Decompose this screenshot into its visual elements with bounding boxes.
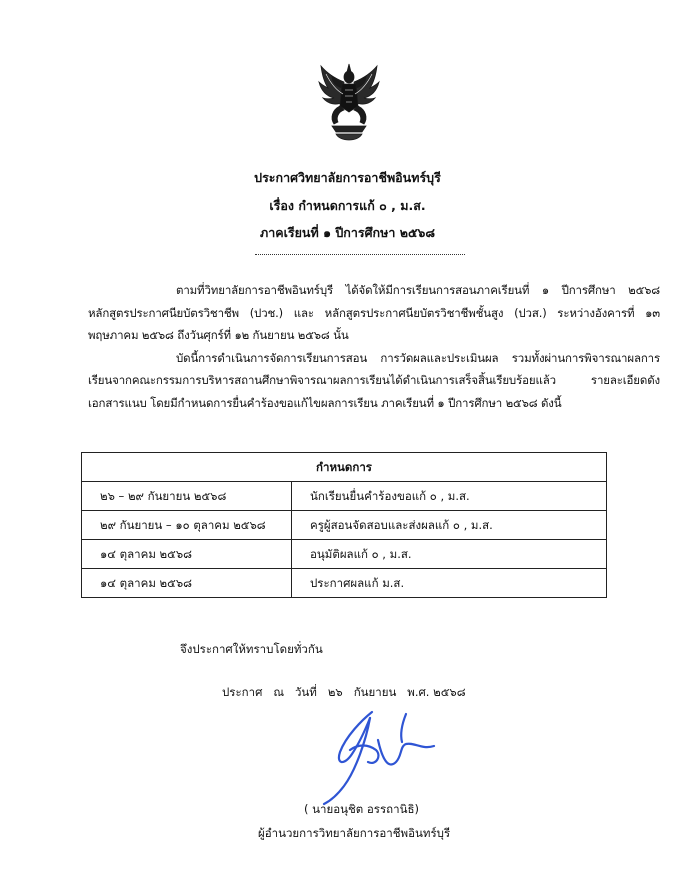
table-row [82, 511, 607, 540]
title-divider [255, 254, 465, 255]
announcement-term: ภาคเรียนที่ ๑ ปีการศึกษา ๒๕๖๘ [260, 225, 435, 240]
table-row [82, 482, 607, 511]
signature-icon [310, 700, 440, 810]
schedule-activity: นักเรียนยื่นคำร้องขอแก้ ๐ , ม.ส. [292, 482, 607, 511]
announcement-subject: เรื่อง กำหนดการแก้ ๐ , ม.ส. [269, 198, 426, 213]
schedule-date: ๒๙ กันยายน – ๑๐ ตุลาคม ๒๕๖๘ [82, 511, 292, 540]
garuda-emblem-icon [318, 62, 380, 146]
table-row [82, 540, 607, 569]
closing-statement: จึงประกาศให้ทราบโดยทั่วกัน [180, 642, 323, 656]
issue-date-line: ประกาศ ณ วันที่ ๒๖ กันยายน พ.ศ. ๒๕๖๘ [222, 685, 466, 699]
schedule-activity: อนุมัติผลแก้ ๐ , ม.ส. [292, 540, 607, 569]
body-paragraph-1: ตามที่วิทยาลัยการอาชีพอินทร์บุรี ได้จัดให้มีการเรียนการสอนภาคเรียนที่ ๑ ปีการศึกษา ๒๕๖๘ หลักสูตรประกาศนียบัตรวิชาชีพ (ปวช.) และ หลักสูตรประกาศนียบัตรวิชาชีพชั้นสูง (ปวส.) ระหว่างอังคารที่ ๑๓ พฤษภาคม ๒๕๖๘ ถึงวันศุกร์ที่ ๑๒ กันยายน ๒๕๖๘ นั้น [88, 283, 660, 342]
signer-name: ( นายอนุชิต อรรถานิธิ) [304, 802, 419, 816]
table-row [82, 569, 607, 598]
schedule-activity: ครูผู้สอนจัดสอบและส่งผลแก้ ๐ , ม.ส. [292, 511, 607, 540]
table-header-row [82, 453, 607, 482]
schedule-date: ๑๔ ตุลาคม ๒๕๖๘ [82, 569, 292, 598]
body-text [88, 279, 660, 414]
schedule-date: ๑๔ ตุลาคม ๒๕๖๘ [82, 540, 292, 569]
announcement-title: ประกาศวิทยาลัยการอาชีพอินทร์บุรี [254, 170, 441, 185]
table-header: กำหนดการ [82, 453, 607, 482]
schedule-date: ๒๖ – ๒๙ กันยายน ๒๕๖๘ [82, 482, 292, 511]
schedule-table [81, 452, 607, 598]
body-paragraph-2: บัดนี้การดำเนินการจัดการเรียนการสอน การวัดผลและประเมินผล รวมทั้งผ่านการพิจารณาผลการเรียนจากคณะกรรมการบริหารสถานศึกษาพิจารณาผลการเรียนได้ดำเนินการเสร็จสิ้นเรียบร้อยแล้ว รายละเอียดดังเอกสารแนบ โดยมีกำหนดการยื่นคำร้องขอแก้ไขผลการเรียน ภาคเรียนที่ ๑ ปีการศึกษา ๒๕๖๘ ดังนี้ [88, 350, 660, 410]
schedule-activity: ประกาศผลแก้ ม.ส. [292, 569, 607, 598]
signer-position: ผู้อำนวยการวิทยาลัยการอาชีพอินทร์บุรี [258, 826, 451, 840]
